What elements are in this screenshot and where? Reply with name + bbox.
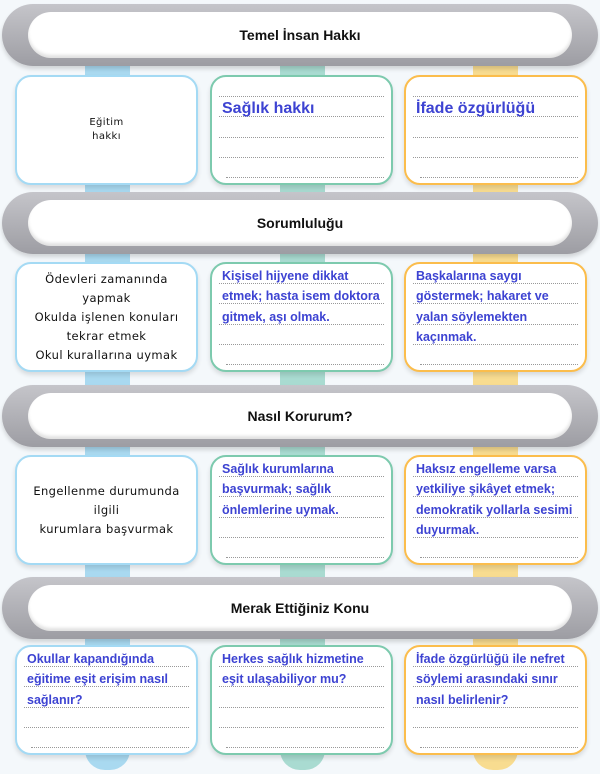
dotted-writing-line (31, 747, 189, 748)
answer-card[interactable] (210, 75, 393, 185)
dotted-writing-line (226, 177, 384, 178)
dotted-writing-line (413, 137, 578, 138)
dotted-writing-line (226, 747, 384, 748)
dotted-writing-line (219, 137, 384, 138)
answer-card[interactable] (15, 645, 198, 755)
example-card (15, 262, 198, 372)
dotted-writing-line (219, 537, 384, 538)
answer-card[interactable] (210, 262, 393, 372)
answer-card[interactable] (404, 262, 587, 372)
dotted-writing-line (420, 747, 578, 748)
section-banner (2, 385, 598, 447)
dotted-writing-line (24, 727, 189, 728)
answer-text[interactable]: Sağlık kurumlarına başvurmak; sağlık önlemlerine uymak. (222, 462, 339, 517)
answer-text[interactable]: İfade özgürlüğü (416, 100, 536, 117)
handwritten-text: Engellenme durumunda ilgili kurumlara başvurmak (33, 483, 180, 536)
handwritten-text: Eğitim hakkı (89, 117, 124, 142)
answer-text[interactable]: Okullar kapandığında eğitime eşit erişim nasıl sağlanır? (27, 652, 169, 707)
section-banner (2, 577, 598, 639)
dotted-writing-line (413, 157, 578, 158)
dotted-writing-line (219, 707, 384, 708)
answer-card[interactable] (404, 75, 587, 185)
dotted-writing-line (219, 344, 384, 345)
answer-text[interactable]: İfade özgürlüğü ile nefret söylemi arasındaki sınır nasıl belirlenir? (416, 652, 565, 707)
section-title: Merak Ettiğiniz Konu (28, 585, 572, 631)
answer-text[interactable]: Başkalarına saygı göstermek; hakaret ve yalan söylemekten kaçınmak. (416, 269, 549, 344)
answer-card[interactable] (404, 455, 587, 565)
dotted-writing-line (413, 96, 578, 97)
dotted-writing-line (413, 727, 578, 728)
dotted-writing-line (226, 557, 384, 558)
dotted-writing-line (226, 364, 384, 365)
dotted-writing-line (219, 727, 384, 728)
section-title: Nasıl Korurum? (28, 393, 572, 439)
example-card (15, 75, 198, 185)
answer-card[interactable] (404, 645, 587, 755)
dotted-writing-line (219, 157, 384, 158)
section-banner (2, 4, 598, 66)
answer-card[interactable] (210, 455, 393, 565)
handwritten-text: Ödevleri zamanında yapmak Okulda işlenen konuları tekrar etmek Okul kurallarına uymak (34, 271, 179, 362)
dotted-writing-line (219, 96, 384, 97)
answer-text[interactable]: Sağlık hakkı (222, 100, 315, 117)
dotted-writing-line (420, 364, 578, 365)
section-title: Temel İnsan Hakkı (28, 12, 572, 58)
section-title: Sorumluluğu (28, 200, 572, 246)
dotted-writing-line (420, 557, 578, 558)
example-card (15, 455, 198, 565)
dotted-writing-line (420, 177, 578, 178)
answer-text[interactable]: Haksız engelleme varsa yetkiliye şikâyet etmek; demokratik yollarla sesimi duyurmak. (416, 462, 573, 537)
answer-card[interactable] (210, 645, 393, 755)
answer-text[interactable]: Herkes sağlık hizmetine eşit ulaşabiliyor mu? (222, 652, 364, 687)
section-banner (2, 192, 598, 254)
answer-text[interactable]: Kişisel hijyene dikkat etmek; hasta isem doktora gitmek, aşı olmak. (222, 269, 380, 324)
